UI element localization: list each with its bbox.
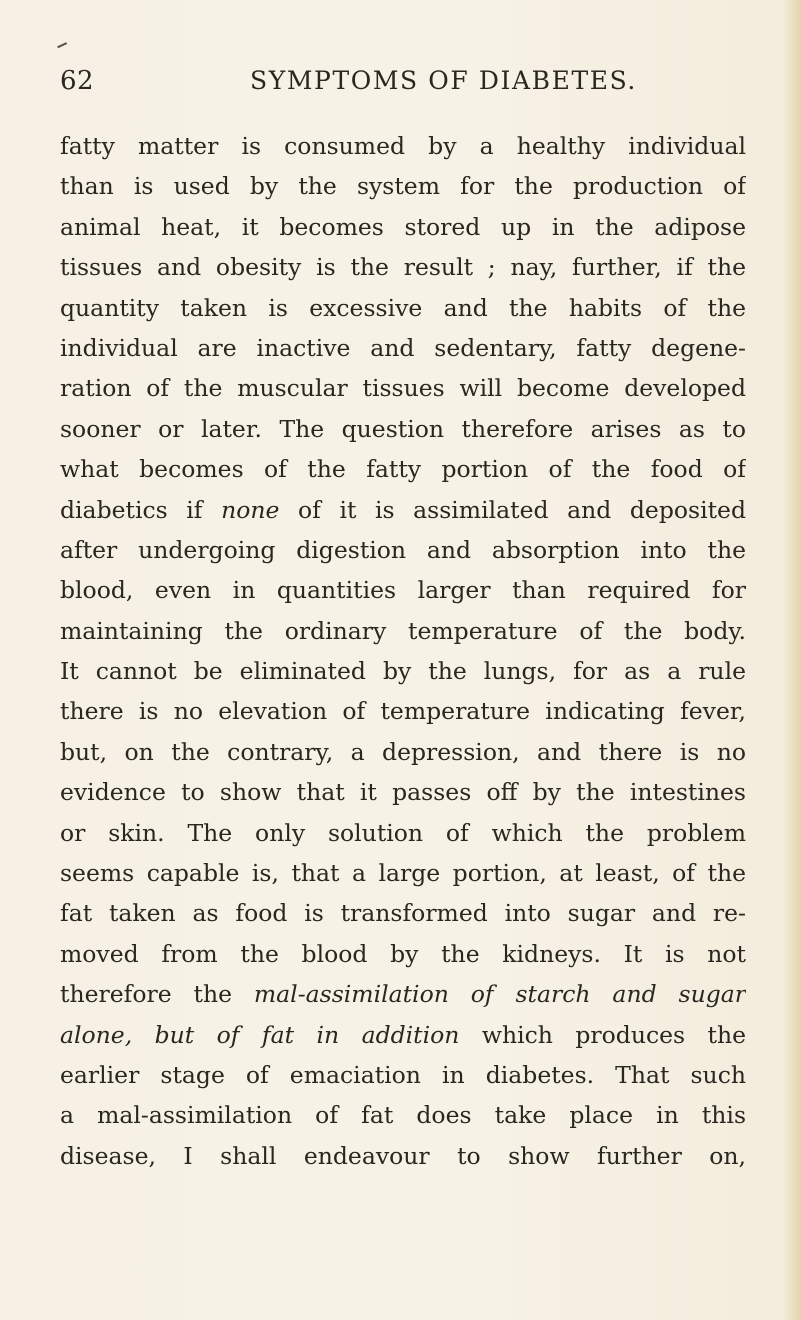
text-line <box>60 1095 746 1135</box>
text-segment: fatty matter is consumed by a healthy individual <box>60 132 746 160</box>
text-segment: what becomes of the fatty portion of the food of <box>60 455 746 484</box>
text-segment: or skin. The only solution of which the problem <box>60 818 746 847</box>
page-header <box>60 66 746 102</box>
text-segment: It cannot be eliminated by the lungs, for as a rule <box>60 657 746 686</box>
text-line <box>60 651 746 691</box>
page-edge-shadow <box>783 0 801 1320</box>
text-line <box>60 691 746 731</box>
text-segment: evidence to show that it passes off by the intestines <box>60 778 746 807</box>
text-line <box>60 247 746 287</box>
printer-mark <box>57 42 69 52</box>
text-segment: disease, I shall endeavour to show further on, <box>60 1141 746 1170</box>
text-segment: individual are inactive and sedentary, fatty degene- <box>60 333 746 362</box>
text-segment: a mal-assimilation of fat does take place in this <box>60 1101 746 1130</box>
text-line <box>60 409 746 449</box>
text-line <box>60 772 746 812</box>
text-segment: but, on the contrary, a depression, and there is no <box>60 737 746 766</box>
text-line <box>60 853 746 893</box>
running-title: SYMPTOMS OF DIABETES. <box>250 66 637 95</box>
text-line <box>60 570 746 610</box>
text-segment: diabetics if <box>60 495 222 524</box>
text-line <box>60 126 746 166</box>
italic-text: none <box>221 495 280 524</box>
text-line <box>60 1015 746 1055</box>
page-number: 62 <box>60 66 95 96</box>
text-line <box>60 449 746 489</box>
italic-text: alone, but of fat in addition <box>60 1020 460 1049</box>
text-line <box>60 974 746 1014</box>
text-segment: there is no elevation of temperature indicating fever, <box>60 697 746 726</box>
text-line <box>60 530 746 570</box>
text-segment: blood, even in quantities larger than required for <box>60 576 746 605</box>
text-segment: sooner or later. The question therefore arises as to <box>60 414 746 443</box>
text-segment: maintaining the ordinary temperature of the body. <box>60 616 746 645</box>
text-segment: seems capable is, that a large portion, at least, of the <box>60 859 746 888</box>
body-text <box>60 126 746 1176</box>
text-line <box>60 1136 746 1176</box>
text-line <box>60 328 746 368</box>
text-segment: of it is assimilated and deposited <box>279 495 746 524</box>
text-segment: ration of the muscular tissues will become developed <box>60 374 746 403</box>
text-line <box>60 813 746 853</box>
text-segment: animal heat, it becomes stored up in the adipose <box>60 212 746 241</box>
text-segment: which produces the <box>459 1020 746 1049</box>
text-segment: therefore the <box>60 980 254 1009</box>
text-line <box>60 893 746 933</box>
text-line <box>60 1055 746 1095</box>
text-segment: fat taken as food is transformed into sugar and re- <box>60 899 746 928</box>
text-line <box>60 490 746 530</box>
text-segment: after undergoing digestion and absorption into the <box>60 535 746 564</box>
italic-text: mal-assimilation of starch and sugar <box>253 980 746 1009</box>
text-line <box>60 166 746 206</box>
text-segment: tissues and obesity is the result ; nay, further, if the <box>60 253 746 282</box>
text-segment: quantity taken is excessive and the habits of the <box>60 293 746 322</box>
text-line <box>60 207 746 247</box>
text-line <box>60 934 746 974</box>
text-line <box>60 288 746 328</box>
text-line <box>60 368 746 408</box>
text-segment: earlier stage of emaciation in diabetes. That such <box>60 1060 746 1089</box>
text-line <box>60 732 746 772</box>
text-segment: moved from the blood by the kidneys. It is not <box>60 939 746 968</box>
text-line <box>60 611 746 651</box>
text-segment: than is used by the system for the production of <box>60 172 746 201</box>
